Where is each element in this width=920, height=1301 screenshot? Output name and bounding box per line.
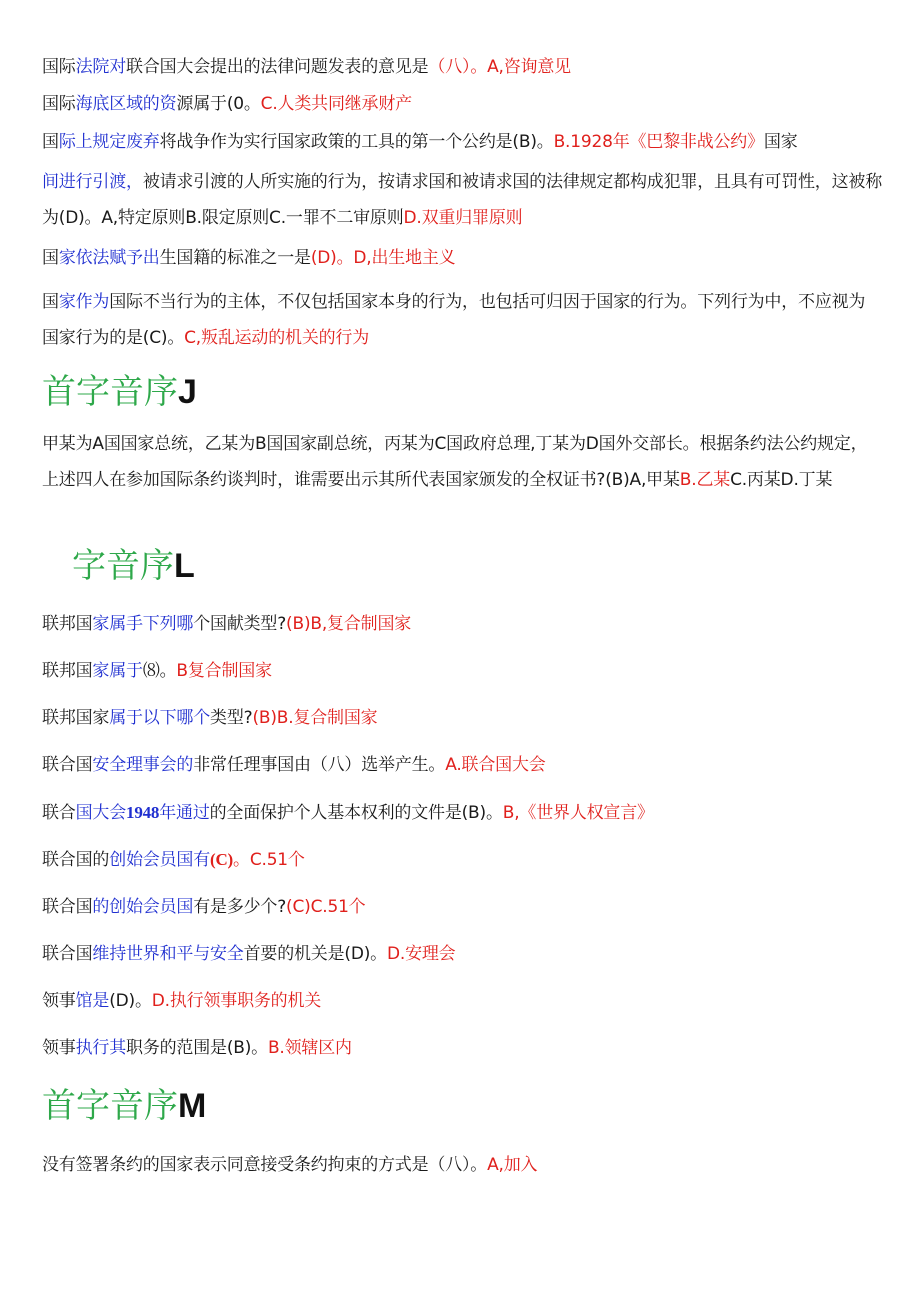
- entry-text: 法院对: [75, 57, 127, 77]
- entry-text: 1948: [126, 803, 160, 822]
- entry-answer: (C): [210, 850, 234, 869]
- entry-text: 源属于(0。: [176, 94, 261, 114]
- entry-answer: （八）。A,咨询意见: [428, 57, 571, 77]
- entry-text: 有是多少个?: [193, 897, 287, 917]
- entry-accession: [42, 1148, 537, 1182]
- section-heading-l: [72, 544, 195, 588]
- entry-text: 属于以下哪个: [109, 708, 211, 728]
- entry-text: 非常任理事国由（八）选举产生。: [193, 755, 446, 775]
- entry-text: 被请求引渡的人所实施的行为，按请求国和被请求国的法律规定都构成犯罪，且具有可罚性，这被称为(D)。A,特定原则B.限定原则C.一罪不二审原则: [42, 172, 883, 228]
- entry-text: 国: [42, 132, 59, 152]
- entry-text: 领事: [42, 991, 76, 1011]
- entry-consular-district: [42, 1031, 352, 1065]
- section-heading-m: [42, 1084, 206, 1128]
- entry-federal-1: [42, 607, 411, 641]
- entry-answer: (B)B,复合制国家: [286, 614, 412, 634]
- heading-letter: L: [174, 547, 195, 585]
- entry-answer: (B)B.复合制国家: [252, 708, 378, 728]
- entry-answer: B复合制国家: [176, 661, 272, 681]
- entry-answer: C,叛乱运动的机关的行为: [184, 328, 370, 348]
- entry-text: 国际不当行为的主体，不仅包括国家本身的行为，也包括可归因于国家的行为。下列行为中，不应视为国家行为的是(C)。: [42, 292, 866, 348]
- entry-text: 的创始会员国: [92, 897, 194, 917]
- entry-security-council: [42, 748, 546, 782]
- entry-text: 生国籍的标准之一是: [159, 248, 311, 268]
- entry-text: 馆是: [75, 991, 110, 1011]
- entry-extradition: [42, 164, 882, 236]
- entry-text: 国家: [763, 132, 798, 152]
- entry-answer: D.双重归罪原则: [403, 208, 523, 228]
- entry-text: 职务的范围是(B)。: [126, 1038, 268, 1058]
- entry-founding-members-2: [42, 890, 366, 924]
- entry-human-rights: [42, 796, 654, 830]
- entry-text: 联合国: [42, 897, 93, 917]
- entry-answer: B.1928年《巴黎非战公约》: [553, 132, 764, 152]
- entry-text: 联合: [42, 803, 76, 823]
- entry-peace-security: [42, 937, 455, 971]
- entry-text: 维持世界和平与安全: [92, 944, 244, 964]
- entry-answer: B.乙某: [679, 470, 731, 490]
- entry-text: 国际: [42, 57, 76, 77]
- entry-text: 联合国: [42, 755, 93, 775]
- entry-federal-2: [42, 654, 272, 688]
- entry-text: 联邦国: [42, 614, 93, 634]
- entry-text: 甲某为A国国家总统，乙某为B国国家副总统，丙某为C国政府总理,丁某为D国外交部长。根据条约法公约规定，上述四人在参加国际条约谈判时，谁需要出示其所代表国家颁发的全权证书?(B)A,甲某: [42, 434, 868, 490]
- heading-text: 首字音序: [42, 1086, 178, 1126]
- entry-text: 家依法赋予出: [58, 248, 160, 268]
- heading-letter: M: [178, 1087, 207, 1125]
- entry-text: 际上规定废弃: [58, 132, 160, 152]
- entry-text: 个国献类型?: [193, 614, 287, 634]
- entry-text: 国际: [42, 94, 76, 114]
- entry-answer: (C)C.51个: [286, 897, 366, 917]
- entry-text: C.丙某D.丁某: [730, 470, 833, 490]
- entry-text: 没有签署条约的国家表示同意接受条约拘束的方式是（八）。: [42, 1155, 488, 1175]
- entry-nationality: [42, 241, 455, 275]
- entry-renounce-war: [42, 125, 798, 159]
- entry-icj-opinion: [42, 50, 571, 84]
- entry-answer: B.领辖区内: [267, 1038, 352, 1058]
- entry-text: 的全面保护个人基本权利的文件是(B)。: [209, 803, 503, 823]
- entry-founding-members-1: [42, 843, 305, 877]
- entry-text: ⑻。: [142, 661, 177, 681]
- entry-full-powers: [42, 426, 882, 498]
- entry-answer: D.执行领事职务的机关: [151, 991, 322, 1011]
- heading-letter: J: [178, 373, 197, 411]
- entry-text: 联邦国: [42, 661, 93, 681]
- entry-text: 间进行引渡，: [42, 172, 143, 192]
- entry-answer: D.安理会: [386, 944, 456, 964]
- entry-federal-3: [42, 701, 377, 735]
- entry-text: 联合国大会提出的法律问题发表的意见是: [126, 57, 429, 77]
- entry-text: 创始会员国有: [109, 850, 211, 870]
- section-heading-j: [42, 370, 197, 414]
- entry-text: 国: [42, 292, 59, 312]
- entry-text: 国大会: [75, 803, 127, 823]
- entry-text: 家属于: [92, 661, 143, 681]
- heading-text: 首字音序: [42, 372, 178, 412]
- entry-answer: A.联合国大会: [445, 755, 546, 775]
- entry-consulate: [42, 984, 321, 1018]
- entry-text: 国: [42, 248, 59, 268]
- heading-text: 字音序: [72, 546, 174, 586]
- entry-text: 将战争作为实行国家政策的工具的第一个公约是(B)。: [159, 132, 554, 152]
- entry-text: 家作为: [58, 292, 110, 312]
- entry-text: 家属手下列哪: [92, 614, 194, 634]
- entry-text: (D)。: [109, 991, 152, 1011]
- entry-text: 年通过: [159, 803, 210, 823]
- entry-answer: B,《世界人权宣言》: [502, 803, 654, 823]
- entry-text: 联合国的: [42, 850, 110, 870]
- entry-text: 海底区域的资: [75, 94, 177, 114]
- entry-text: 安全理事会的: [92, 755, 194, 775]
- entry-state-act: [42, 284, 882, 356]
- entry-answer: A,加入: [487, 1155, 538, 1175]
- entry-answer: (D)。D,出生地主义: [310, 248, 456, 268]
- entry-text: 联邦国家: [42, 708, 110, 728]
- entry-text: 执行其: [75, 1038, 127, 1058]
- entry-seabed: [42, 87, 412, 121]
- entry-text: 领事: [42, 1038, 76, 1058]
- entry-text: 首要的机关是(D)。: [243, 944, 387, 964]
- entry-answer: 。C.51个: [233, 850, 305, 870]
- entry-text: 联合国: [42, 944, 93, 964]
- entry-answer: C.人类共同继承财产: [260, 94, 412, 114]
- entry-text: 类型?: [210, 708, 253, 728]
